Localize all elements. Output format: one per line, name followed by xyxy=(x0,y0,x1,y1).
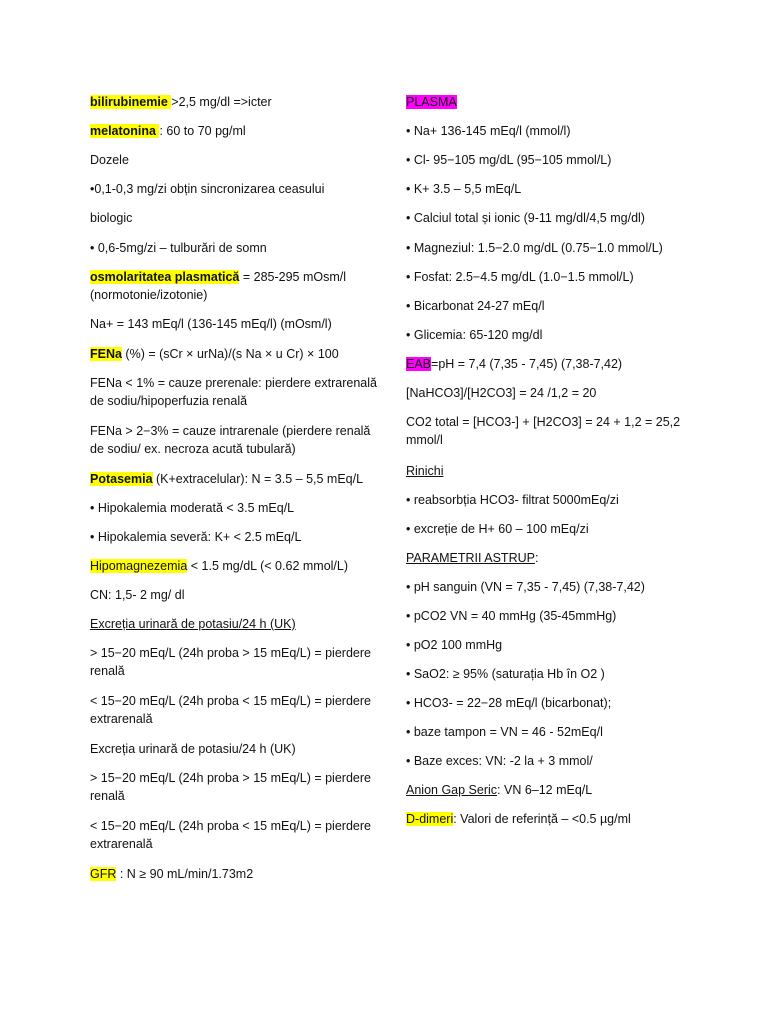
fena-line: FENa (%) = (sCr × urNa)/(s Na × u Cr) × 100 xyxy=(90,347,339,361)
hipokalemia-severa-line: • Hipokalemia severă: K+ < 2.5 mEq/L xyxy=(90,530,302,544)
excretie-1-extrarenal-line: < 15−20 mEq/L (24h proba < 15 mEq/L) = pierdere extrarenală xyxy=(90,694,371,726)
reabsorbtie-line: • reabsorbția HCO3- filtrat 5000mEq/zi xyxy=(406,493,619,507)
melatonina-line: melatonina : 60 to 70 pg/ml xyxy=(90,124,246,138)
excretie-1-renal-line: > 15−20 mEq/L (24h proba > 15 mEq/L) = pierdere renală xyxy=(90,646,371,678)
ph-line: • pH sanguin (VN = 7,35 - 7,45) (7,38-7,42) xyxy=(406,580,645,594)
fena-intrarenal-line: FENa > 2−3% = cauze intrarenale (pierdere renală de sodiu/ ex. necroza acută tubulară) xyxy=(90,424,371,456)
excretie-2-renal-line: > 15−20 mEq/L (24h proba > 15 mEq/L) = pierdere renală xyxy=(90,771,371,803)
k-value-line: • K+ 3.5 – 5,5 mEq/L xyxy=(406,182,522,196)
na-value-line: • Na+ 136-145 mEq/l (mmol/l) xyxy=(406,124,571,138)
osmolaritate-line: osmolaritatea plasmatică = 285-295 mOsm/l (normotonie/izotonie) xyxy=(90,270,347,302)
na-line: Na+ = 143 mEq/l (136-145 mEq/l) (mOsm/l) xyxy=(90,317,332,331)
fosfat-value-line: • Fosfat: 2.5−4.5 mg/dL (1.0−1.5 mmol/L) xyxy=(406,270,634,284)
rinichi-heading: Rinichi xyxy=(406,464,444,478)
biologic-line: biologic xyxy=(90,211,133,225)
po2-line: • pO2 100 mmHg xyxy=(406,638,503,652)
bilirubinemie-term: bilirubinemie xyxy=(90,95,172,109)
glicemia-value-line: • Glicemia: 65-120 mg/dl xyxy=(406,328,543,342)
excretie-h-line: • excreție de H+ 60 – 100 mEq/zi xyxy=(406,522,589,536)
potasemia-line: Potasemia (K+extracelular): N = 3.5 – 5,5 mEq/L xyxy=(90,472,364,486)
anion-gap-term: Anion Gap Seric xyxy=(406,783,498,797)
fena-term: FENa xyxy=(90,347,122,361)
sao2-line: • SaO2: ≥ 95% (saturația Hb în O2 ) xyxy=(406,667,605,681)
fena-prerenal-line: FENa < 1% = cauze prerenale: pierdere extrarenală de sodiu/hipoperfuzia renală xyxy=(90,376,377,408)
cl-value-line: • Cl- 95−105 mg/dL (95−105 mmol/L) xyxy=(406,153,612,167)
excretie-2-extrarenal-line: < 15−20 mEq/L (24h proba < 15 mEq/L) = pierdere extrarenală xyxy=(90,819,371,851)
plasma-line xyxy=(406,93,706,111)
dozele-line: Dozele xyxy=(90,153,129,167)
excretie-title-1: Excreția urinară de potasiu/24 h (UK) xyxy=(90,617,296,631)
astrup-line: PARAMETRII ASTRUP: xyxy=(406,551,539,565)
doza-2-line: • 0,6-5mg/zi – tulburări de somn xyxy=(90,241,267,255)
plasma-heading: PLASMA xyxy=(406,95,457,109)
excretie-title-2: Excreția urinară de potasiu/24 h (UK) xyxy=(90,742,296,756)
eab-term: EAB xyxy=(406,357,432,371)
cn-line: CN: 1,5- 2 mg/ dl xyxy=(90,588,185,602)
hipokalemia-moderata-line: • Hipokalemia moderată < 3.5 mEq/L xyxy=(90,501,295,515)
baze-tampon-line: • baze tampon = VN = 46 - 52mEq/l xyxy=(406,725,603,739)
eab-line: EAB=pH = 7,4 (7,35 - 7,45) (7,38-7,42) xyxy=(406,357,623,371)
magneziu-value-line: • Magneziul: 1.5−2.0 mg/dL (0.75−1.0 mmol/L) xyxy=(406,241,663,255)
d-dimeri-line: D-dimeri: Valori de referință – <0.5 µg/ml xyxy=(406,812,631,826)
bicarbonat-value-line: • Bicarbonat 24-27 mEq/l xyxy=(406,299,545,313)
bilirubinemie-line: bilirubinemie >2,5 mg/dl =>icter xyxy=(90,95,272,109)
hipomagnezemia-term: Hipomagnezemia xyxy=(90,559,188,573)
astrup-heading: PARAMETRII ASTRUP xyxy=(406,551,535,565)
calciu-value-line: • Calciul total și ionic (9-11 mg/dl/4,5 mg/dl) xyxy=(406,211,645,225)
osmolaritate-term: osmolaritatea plasmatică xyxy=(90,270,240,284)
melatonina-term: melatonina xyxy=(90,124,160,138)
pco2-line: • pCO2 VN = 40 mmHg (35-45mmHg) xyxy=(406,609,617,623)
gfr-line: GFR : N ≥ 90 mL/min/1.73m2 xyxy=(90,867,254,881)
doza-1-line: •0,1-0,3 mg/zi obțin sincronizarea ceasului xyxy=(90,182,325,196)
ratio-line: [NaHCO3]/[H2CO3] = 24 /1,2 = 20 xyxy=(406,386,597,400)
baze-exces-line: • Baze exces: VN: -2 la + 3 mmol/ xyxy=(406,754,593,768)
hco3-line: • HCO3- = 22−28 mEq/l (bicarbonat); xyxy=(406,696,612,710)
hipomagnezemia-line: Hipomagnezemia < 1.5 mg/dL (< 0.62 mmol/L) xyxy=(90,559,349,573)
d-dimeri-term: D-dimeri xyxy=(406,812,454,826)
co2-total-line: CO2 total = [HCO3-] + [H2CO3] = 24 + 1,2 = 25,2 mmol/l xyxy=(406,415,681,447)
potasemia-term: Potasemia xyxy=(90,472,153,486)
gfr-term: GFR xyxy=(90,867,117,881)
anion-gap-line: Anion Gap Seric: VN 6–12 mEq/L xyxy=(406,783,593,797)
